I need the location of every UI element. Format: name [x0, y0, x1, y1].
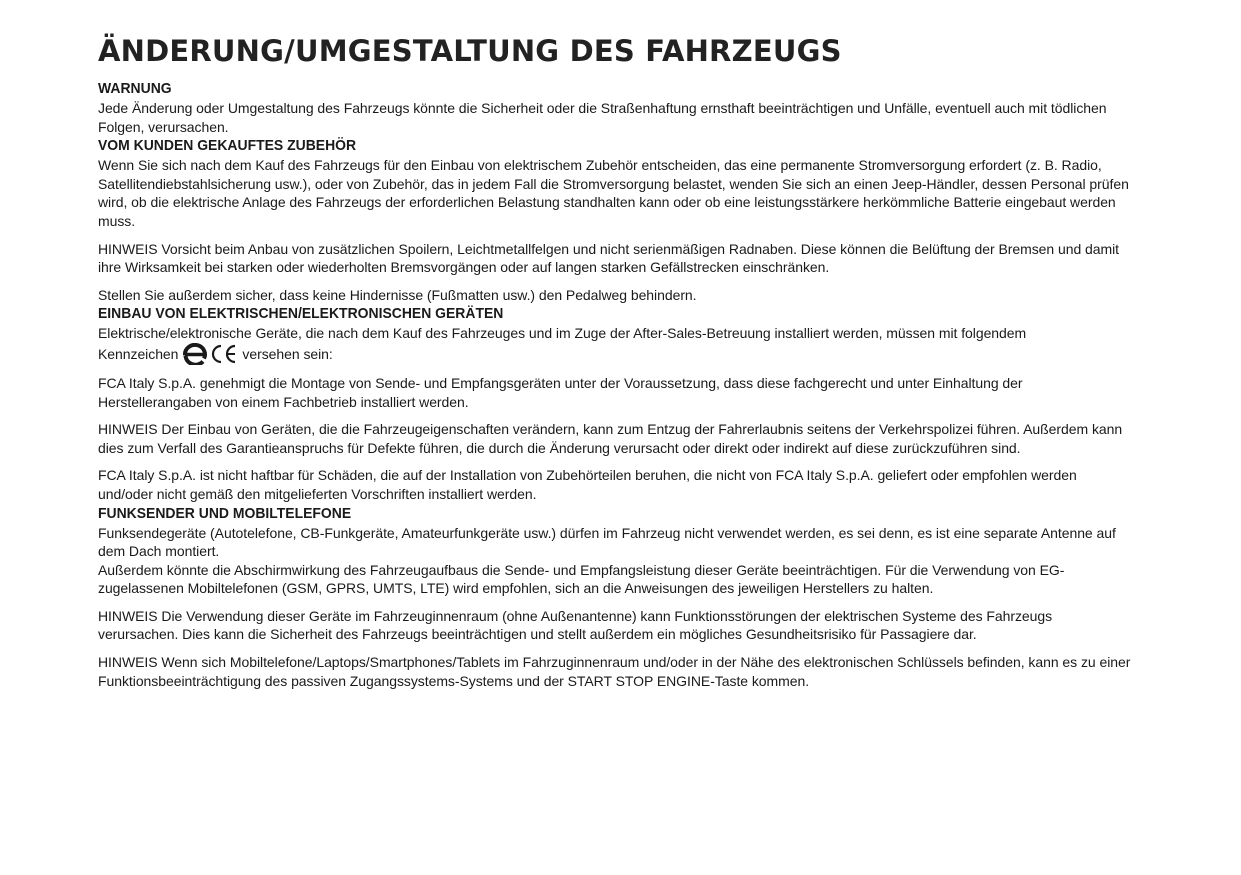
- paragraph-zubehoer-3: Stellen Sie außerdem sicher, dass keine Hindernisse (Fußmatten usw.) den Pedalweg behindern.: [98, 286, 697, 303]
- mark-line-after: versehen sein:: [242, 345, 333, 362]
- paragraph-zubehoer-hinweis: HINWEIS Vorsicht beim Anbau von zusätzlichen Spoilern, Leichtmetallfelgen und nicht serienmäßigen Radnaben. Diese können die Belüftung der Bremsen und damit ihre Wirksamkeit bei starken oder wiederholten Bremsvorgängen oder auf langen starken Gefällstrecken einschränken.: [98, 240, 1120, 276]
- page-title: ÄNDERUNG/UMGESTALTUNG DES FAHRZEUGS: [98, 34, 842, 68]
- section-heading-zubehoer: VOM KUNDEN GEKAUFTES ZUBEHÖR: [98, 137, 357, 155]
- paragraph-zubehoer-1: Wenn Sie sich nach dem Kauf des Fahrzeugs für den Einbau von elektrischem Zubehör entscheiden, das eine permanente Stromversorgung erfordert (z. B. Radio, Satellitendiebstahlsicherung usw.), oder von Zubehör, das in jedem Fall die Stromversorgung belastet, wenden Sie sich an einen Jeep-Händler, dessen Personal prüfen wird, ob die elektrische Anlage des Fahrzeugs der erforderlichen Belastung standhalten kann oder ob eine leistungsstärkere herkömmliche Batterie eingebaut werden muss.: [98, 157, 1129, 229]
- paragraph-funk-hinweis-2: HINWEIS Wenn sich Mobiltelefone/Laptops/Smartphones/Tablets im Fahrzuginnenraum und/oder in der Nähe des elektronischen Schlüssels befinden, kann es zu einer Funktionsbeeinträchtigung des passiven Zugangssystems-Systems und der START STOP ENGINE-Taste kommen.: [98, 654, 1131, 689]
- paragraph-einbau-hinweis: HINWEIS Der Einbau von Geräten, die die Fahrzeugeigenschaften verändern, kann zum Entzug der Fahrerlaubnis seitens der Verkehrspolizei führen. Außerdem kann dies zum Verfall des Garantieanspruchs für Defekte führen, die durch die Änderung verursacht oder direkt oder indirekt auf diese zurückzuführen sind.: [98, 421, 1123, 456]
- section-heading-einbau: EINBAU VON ELEKTRISCHEN/ELEKTRONISCHEN GERÄTEN: [98, 305, 504, 323]
- paragraph-einbau-2: FCA Italy S.p.A. genehmigt die Montage von Sende- und Empfangsgeräten unter der Voraussetzung, dass diese fachgerecht und unter Einhaltung der Herstellerangaben von einem Fachbetrieb installiert werden.: [98, 374, 1023, 410]
- paragraph-einbau-mark-line: [98, 343, 1134, 365]
- mark-line-before: Kennzeichen: [98, 345, 179, 362]
- paragraph-einbau-1: Elektrische/elektronische Geräte, die nach dem Kauf des Fahrzeuges und im Zuge der After-Sales-Betreuung installiert werden, müssen mit folgendem: [98, 325, 1027, 342]
- e-ce-mark-icon: [183, 343, 237, 365]
- section-heading-funk: FUNKSENDER UND MOBILTELEFONE: [98, 504, 352, 522]
- paragraph-funk-1: Funksendegeräte (Autotelefone, CB-Funkgeräte, Amateurfunkgeräte usw.) dürfen im Fahrzeug nicht verwendet werden, es sei denn, es ist eine separate Antenne auf dem Dach montiert.: [98, 524, 1116, 560]
- paragraph-funk-2: Außerdem könnte die Abschirmwirkung des Fahrzeugaufbaus die Sende- und Empfangsleistung dieser Geräte beeinträchtigen. Für die Verwendung von EG-zugelassenen Mobiltelefonen (GSM, GPRS, UMTS, LTE) wird empfohlen, sich an die Anweisungen des jeweiligen Herstellers zu halten.: [98, 561, 1065, 597]
- paragraph-einbau-4: FCA Italy S.p.A. ist nicht haftbar für Schäden, die auf der Installation von Zubehörteilen beruhen, die nicht von FCA Italy S.p.A. geliefert oder empfohlen werden und/oder nicht gemäß den mitgelieferten Vorschriften installiert werden.: [98, 467, 1077, 502]
- section-heading-warnung: WARNUNG: [98, 80, 172, 97]
- document-page: [98, 30, 1134, 690]
- paragraph-funk-hinweis-1: HINWEIS Die Verwendung dieser Geräte im Fahrzeuginnenraum (ohne Außenantenne) kann Funktionsstörungen der elektrischen Systeme des Fahrzeugs verursachen. Dies kann die Sicherheit des Fahrzeugs beeinträchtigen und stellt außerdem ein mögliches Gesundheitsrisiko für Passagiere dar.: [98, 607, 1053, 643]
- paragraph-warnung-1: Jede Änderung oder Umgestaltung des Fahrzeugs könnte die Sicherheit oder die Straßenhaftung ernsthaft beeinträchtigen und Unfälle, eventuell auch mit tödlichen Folgen, verursachen.: [98, 100, 1107, 135]
